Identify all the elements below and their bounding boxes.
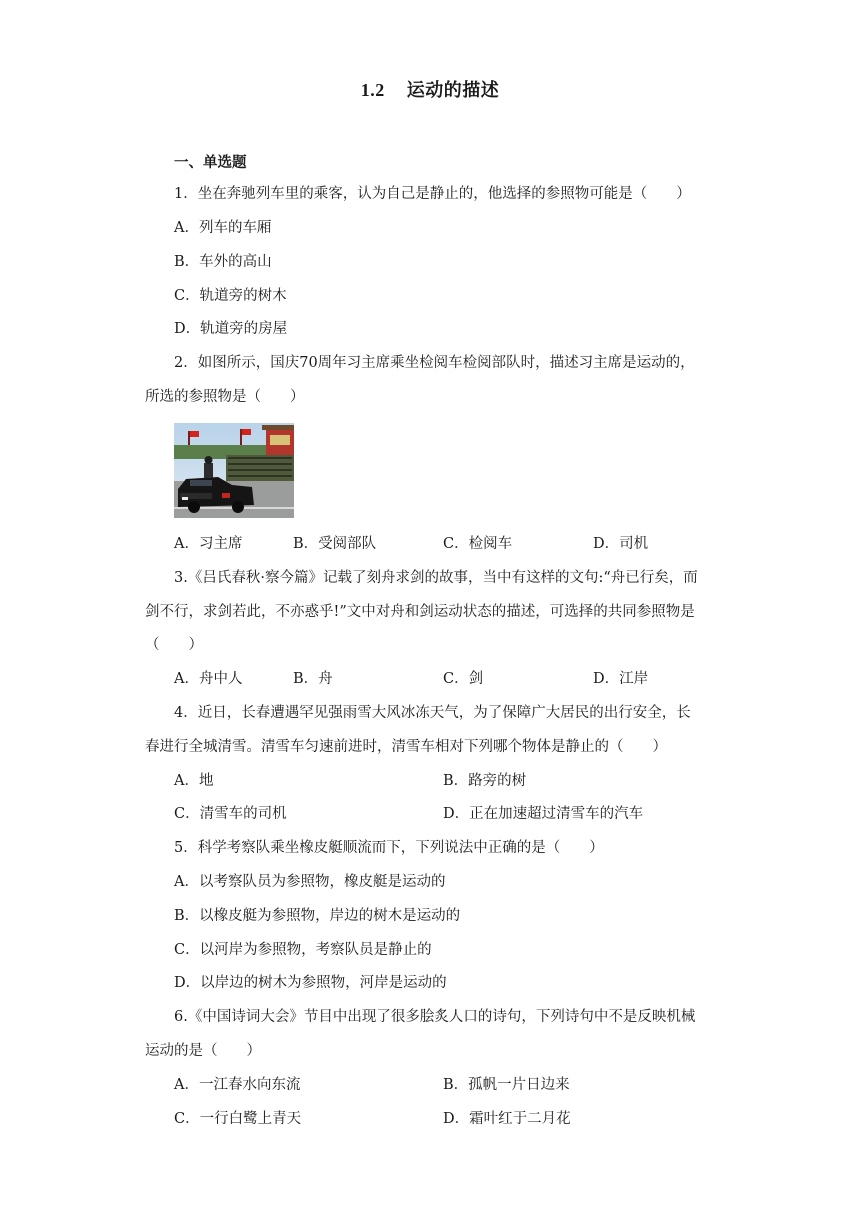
question-2-stem-line2: 所选的参照物是（ ） [145,389,305,405]
page-title [0,76,860,102]
section-heading: 一、单选题 [174,154,247,171]
question-3-stem-line3: （ ） [145,637,203,653]
question-2-option-c: C．检阅车 [443,536,513,552]
question-3-option-a: A．舟中人 [174,671,243,687]
question-6-option-c: C．一行白鹭上青天 [174,1111,302,1127]
question-6-stem-line2: 运动的是（ ） [145,1043,261,1059]
parade-photo [174,423,294,518]
question-1-option-b: B．车外的高山 [174,254,272,270]
question-2-option-a: A．习主席 [174,536,243,552]
question-5-option-b: B．以橡皮艇为参照物，岸边的树木是运动的 [174,908,461,924]
question-6-option-d: D．霜叶红于二月花 [443,1111,571,1127]
question-5-option-a: A．以考察队员为参照物，橡皮艇是运动的 [174,874,446,890]
question-5-option-d: D．以岸边的树木为参照物，河岸是运动的 [174,975,447,991]
question-6-option-a: A．一江春水向东流 [174,1077,301,1093]
question-3-option-b: B．舟 [293,671,333,687]
question-4-option-a: A．地 [174,773,214,789]
question-4-option-d: D．正在加速超过清雪车的汽车 [443,806,644,822]
question-5-option-c: C．以河岸为参照物，考察队员是静止的 [174,942,432,958]
question-1-option-c: C．轨道旁的树木 [174,288,287,304]
title-text: 运动的描述 [406,80,500,101]
question-1-option-d: D．轨道旁的房屋 [174,321,288,337]
question-2-stem-line1: 2．如图所示，国庆70周年习主席乘坐检阅车检阅部队时，描述习主席是运动的， [174,355,695,371]
question-4-option-c: C．清雪车的司机 [174,806,287,822]
question-4-option-b: B．路旁的树 [443,773,527,789]
question-1-option-a: A．列车的车厢 [174,220,272,236]
question-3-stem-line1: 3.《吕氏春秋·察今篇》记载了刻舟求剑的故事，当中有这样的文句:“舟已行矣，而 [174,570,698,586]
question-1-stem: 1．坐在奔驰列车里的乘客，认为自己是静止的，他选择的参照物可能是（ ） [174,186,691,202]
question-5-stem: 5．科学考察队乘坐橡皮艇顺流而下，下列说法中正确的是（ ） [174,840,604,856]
question-2-option-d: D．司机 [593,536,649,552]
question-3-option-d: D．江岸 [593,671,649,687]
question-6-option-b: B．孤帆一片日边来 [443,1077,570,1093]
section-number: 1.2 [360,80,385,100]
question-3-option-c: C．剑 [443,671,484,687]
question-6-stem-line1: 6.《中国诗词大会》节目中出现了很多脍炙人口的诗句，下列诗句中不是反映机械 [174,1009,696,1025]
question-4-stem-line1: 4．近日，长春遭遇罕见强雨雪大风冰冻天气，为了保障广大居民的出行安全，长 [174,705,691,721]
question-3-stem-line2: 剑不行，求剑若此，不亦惑乎!”文中对舟和剑运动状态的描述，可选择的共同参照物是 [145,604,695,620]
question-4-stem-line2: 春进行全城清雪。清雪车匀速前进时，清雪车相对下列哪个物体是静止的（ ） [145,739,667,755]
question-2-option-b: B．受阅部队 [293,536,377,552]
